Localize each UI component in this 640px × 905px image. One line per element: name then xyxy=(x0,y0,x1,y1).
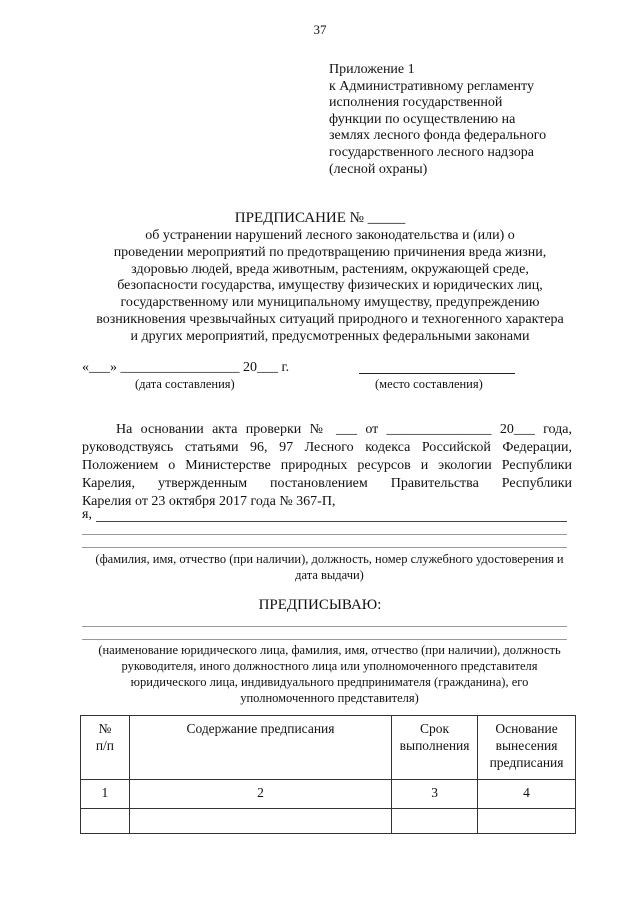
official-name-field[interactable] xyxy=(96,521,567,522)
col-number-4: 4 xyxy=(478,780,576,809)
prescribe-heading: ПРЕДПИСЫВАЮ: xyxy=(258,597,382,613)
basis-line: Карелия, утвержденным постановлением Правительства Республики xyxy=(82,476,572,491)
caption-line: уполномоченного представителя) xyxy=(240,691,419,705)
date-caption: (дата составления) xyxy=(135,377,235,391)
appendix-line: землях лесного фонда федерального xyxy=(329,128,547,144)
table-row[interactable] xyxy=(81,809,576,834)
basis-line: руководствуясь статьями 96, 97 Лесного кодекса Российской Федерации, xyxy=(82,440,572,455)
date-field[interactable]: «___» _________________ 20___ г. xyxy=(82,360,290,375)
place-caption: (место составления) xyxy=(375,377,483,391)
basis-line: Положением о Министерстве природных ресурсов и экологии Республики xyxy=(82,458,572,473)
subject-line: возникновения чрезвычайных ситуаций природного и техногенного характера xyxy=(96,311,564,327)
basis-paragraph xyxy=(82,421,572,511)
caption-line: (наименование юридического лица, фамилия, имя, отчество (при наличии), должность xyxy=(98,643,561,657)
header-number: № п/п xyxy=(81,716,130,780)
subject-line: безопасности государства, имуществу физических и юридических лиц, xyxy=(117,278,543,294)
header-basis: Основание вынесения предписания xyxy=(478,716,576,780)
subject-line: государственному или муниципальному имуществу, предупреждению xyxy=(120,295,540,311)
official-name-field-3[interactable] xyxy=(82,547,567,548)
header-deadline: Срок выполнения xyxy=(392,716,478,780)
col-number-3: 3 xyxy=(392,780,478,809)
appendix-line: к Административному регламенту xyxy=(329,78,534,94)
official-name-field-2[interactable] xyxy=(82,534,567,535)
caption-line: (фамилия, имя, отчество (при наличии), должность, номер служебного удостоверения и xyxy=(95,552,564,566)
empty-cell[interactable] xyxy=(478,809,576,834)
header-content: Содержание предписания xyxy=(129,716,391,780)
col-number-2: 2 xyxy=(129,780,391,809)
appendix-line: функции по осуществлению на xyxy=(329,111,516,127)
empty-cell[interactable] xyxy=(392,809,478,834)
col-number-1: 1 xyxy=(81,780,130,809)
subject-line: здоровью людей, вреда животным, растениям, окружающей среде, xyxy=(131,261,529,277)
empty-cell[interactable] xyxy=(81,809,130,834)
i-prefix: я, xyxy=(82,507,92,522)
order-subject xyxy=(60,228,600,346)
empty-cell[interactable] xyxy=(129,809,391,834)
recipient-caption xyxy=(82,642,577,706)
order-title: ПРЕДПИСАНИЕ № _____ xyxy=(234,210,406,226)
place-field[interactable] xyxy=(359,373,515,374)
caption-line: дата выдачи) xyxy=(295,568,364,582)
caption-line: руководителя, иного должностного лица или уполномоченного представителя xyxy=(121,659,538,673)
appendix-line: Приложение 1 xyxy=(329,62,415,77)
subject-line: об устранении нарушений лесного законодательства и (или) о xyxy=(145,228,515,243)
table-row xyxy=(81,780,576,809)
table-header-row xyxy=(81,716,576,780)
appendix-block xyxy=(329,62,546,178)
page-number: 37 xyxy=(313,22,327,37)
basis-line: На основании акта проверки № ___ от _______________ 20___ года, xyxy=(116,422,572,437)
basis-line: Карелия от 23 октября 2017 года № 367-П, xyxy=(82,494,336,509)
appendix-line: государственного лесного надзора xyxy=(329,144,534,160)
recipient-field-2[interactable] xyxy=(82,639,567,640)
appendix-line: (лесной охраны) xyxy=(329,161,428,177)
recipient-field[interactable] xyxy=(82,626,567,627)
prescription-table xyxy=(80,715,576,834)
subject-line: и других мероприятий, предусмотренных федеральными законами xyxy=(130,328,530,344)
official-caption xyxy=(82,551,577,583)
appendix-line: исполнения государственной xyxy=(329,95,503,111)
subject-line: проведении мероприятий по предотвращению причинения вреда жизни, xyxy=(113,244,547,260)
caption-line: юридического лица, индивидуального предпринимателя (гражданина), его xyxy=(130,675,529,689)
